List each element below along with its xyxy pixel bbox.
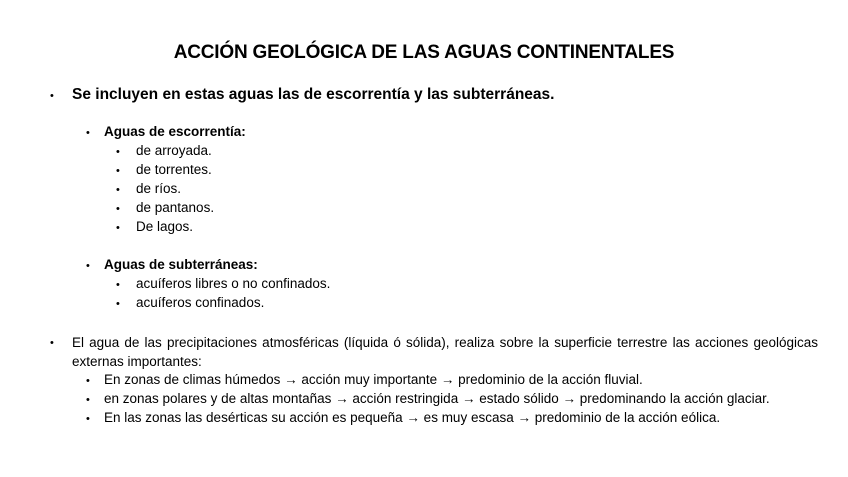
bullet-marker: •	[86, 260, 90, 272]
precipitaciones-text	[72, 333, 818, 371]
escorrentia-heading: Aguas de escorrentía:	[104, 124, 246, 139]
list-item: de torrentes.	[136, 162, 212, 177]
list-item: acuíferos libres o no confinados.	[136, 276, 331, 291]
list-item: En zonas de climas húmedos → acción muy importante → predominio de la acción fluvial.	[104, 372, 643, 387]
bullet-marker: •	[86, 413, 90, 425]
list-item: de pantanos.	[136, 200, 215, 215]
bullet-marker: •	[116, 298, 120, 310]
subterraneas-heading: Aguas de subterráneas:	[104, 257, 258, 272]
bullet-marker: •	[86, 394, 90, 406]
bullet-marker: •	[50, 90, 54, 102]
bullet-marker: •	[116, 165, 120, 177]
list-item: De lagos.	[136, 219, 194, 234]
bullet-marker: •	[116, 203, 120, 215]
list-item: en zonas polares y de altas montañas → acción restringida → estado sólido → predominando la acción glaciar.	[104, 391, 770, 406]
page-title: ACCIÓN GEOLÓGICA DE LAS AGUAS CONTINENTALES	[173, 42, 675, 63]
bullet-marker: •	[86, 127, 90, 139]
list-item: acuíferos confinados.	[136, 295, 265, 310]
intro-text: Se incluyen en estas aguas las de escorrentía y las subterráneas.	[72, 86, 555, 103]
precipitaciones-paragraph: El agua de las precipitaciones atmosféricas (líquida ó sólida), realiza sobre la superficie terrestre las acciones geológicas externas importantes:	[72, 335, 818, 369]
bullet-marker: •	[86, 375, 90, 387]
list-item: de ríos.	[136, 181, 182, 196]
list-item: En las zonas las desérticas su acción es pequeña → es muy escasa → predominio de la acción eólica.	[104, 410, 721, 425]
bullet-marker: •	[116, 222, 120, 234]
bullet-marker: •	[116, 279, 120, 291]
bullet-marker: •	[116, 146, 120, 158]
bullet-marker: •	[116, 184, 120, 196]
list-item: de arroyada.	[136, 143, 212, 158]
bullet-marker: •	[50, 337, 54, 349]
